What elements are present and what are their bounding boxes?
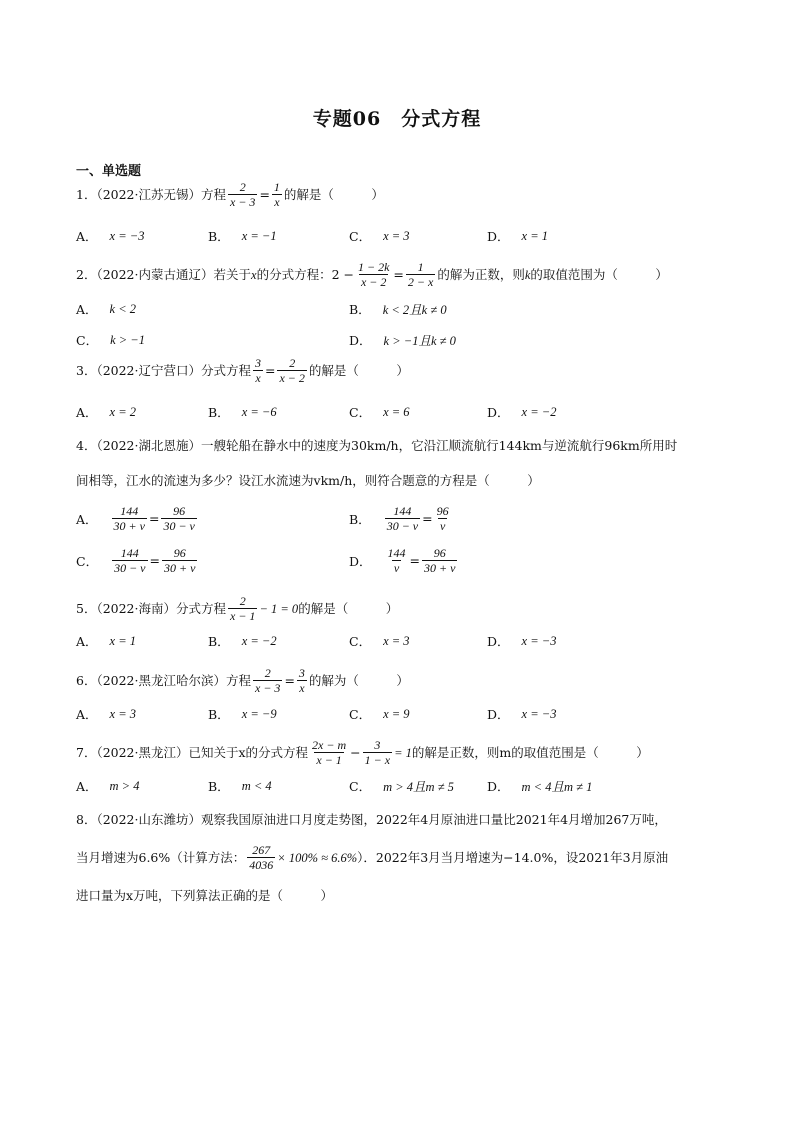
q5-option-a[interactable]: A． x = 1	[76, 633, 137, 649]
q7-option-d[interactable]: D． m < 4且m ≠ 1	[487, 779, 593, 794]
question-5	[76, 594, 398, 623]
fraction: $\frac{267}{4036}$	[249, 843, 274, 872]
q1-option-a[interactable]: A． x = −3	[76, 228, 145, 244]
fraction: $\frac{2}{x - 3}$	[230, 180, 256, 209]
q6-option-a[interactable]: A． x = 3	[76, 706, 137, 722]
question-7	[76, 738, 649, 767]
equals-sign: =	[284, 672, 295, 688]
question-7-suffix: 的解是正数，则m的取值范围是（ ）	[411, 744, 649, 760]
question-3	[76, 356, 409, 385]
question-8-line-2-prefix: 当月增速为6.6%（计算方法：	[76, 849, 246, 865]
q2-option-d[interactable]: D． k > −1且k ≠ 0	[349, 333, 456, 348]
question-8-line-1: 8．（2022·山东潍坊）观察我国原油进口月度走势图，2022年4月原油进口量比2021年4月增加267万吨，	[76, 812, 667, 827]
equals-sign: =	[393, 266, 404, 282]
variable-x: x	[251, 267, 257, 282]
q2-option-a[interactable]: A． k < 2	[76, 301, 137, 317]
question-7-tail: = 1	[394, 745, 412, 760]
equals-sign: =	[259, 186, 270, 202]
question-8-line-2-suffix: ）．2022年3月当月增速为−14.0%，设2021年3月原油	[357, 849, 669, 865]
section-heading: 一、单选题	[76, 164, 142, 179]
question-6-prefix: 6．（2022·黑龙江哈尔滨）方程	[76, 672, 251, 688]
q2-option-b[interactable]: B． k < 2且k ≠ 0	[349, 302, 447, 317]
q6-option-b[interactable]: B． x = −9	[208, 706, 277, 722]
q4-option-c[interactable]: C． $\frac{144}{30 - v}$ = $\frac{96}{30 + v}$	[76, 546, 196, 575]
q4-option-b[interactable]: B． $\frac{144}{30 - v}$ = $\frac{96}{v}$	[349, 504, 449, 533]
q1-option-c[interactable]: C． x = 3	[349, 228, 410, 244]
fraction: $\frac{2}{x - 2}$	[279, 356, 305, 385]
q7-option-c[interactable]: C． m > 4且m ≠ 5	[349, 779, 454, 794]
question-5-prefix: 5．（2022·海南）分式方程	[76, 600, 226, 616]
question-4-line-2: 间相等，江水的流速为多少？设江水流速为vkm/h，则符合题意的方程是（ ）	[76, 473, 540, 488]
q2-option-c[interactable]: C． k > −1	[76, 332, 145, 348]
q6-option-d[interactable]: D． x = −3	[487, 706, 557, 722]
q3-option-d[interactable]: D． x = −2	[487, 404, 557, 420]
fraction: $\frac{3}{x}$	[255, 356, 261, 385]
fraction: $\frac{1}{x}$	[273, 180, 280, 209]
question-6	[76, 666, 409, 695]
question-2-suffix2: 的取值范围为（ ）	[530, 266, 668, 282]
fraction: $\frac{3}{1 - x}$	[364, 738, 391, 767]
question-4-line-1: 4．（2022·湖北恩施）一艘轮船在静水中的速度为30km/h，它沿江顺流航行144km与逆流航行96km所用时	[76, 438, 678, 453]
question-2-suffix: 的解为正数，则	[437, 266, 525, 282]
question-2	[76, 260, 668, 289]
question-5-suffix: 的解是（ ）	[298, 600, 399, 616]
question-7-prefix: 7．（2022·黑龙江）已知关于x的分式方程	[76, 744, 309, 760]
q6-option-c[interactable]: C． x = 9	[349, 706, 410, 722]
variable-k: k	[524, 267, 531, 282]
question-8-line-2-mid: × 100% ≈ 6.6%	[277, 850, 358, 865]
question-5-tail: − 1 = 0	[259, 601, 299, 616]
question-8-line-2	[76, 843, 668, 872]
q4-option-d[interactable]: D． $\frac{144}{v}$ = $\frac{96}{30 + v}$	[349, 546, 456, 575]
fraction: $\frac{1 - 2k}{x - 2}$	[357, 260, 390, 289]
question-2-mid: 的分式方程：2 −	[256, 266, 354, 282]
fraction: $\frac{2}{x - 1}$	[230, 594, 256, 623]
question-8-line-3: 进口量为x万吨，下列算法正确的是（ ）	[76, 888, 334, 903]
q1-option-d[interactable]: D． x = 1	[487, 228, 549, 244]
q5-option-c[interactable]: C． x = 3	[349, 633, 410, 649]
question-2-prefix: 2．（2022·内蒙古通辽）若关于	[76, 266, 251, 282]
q5-option-d[interactable]: D． x = −3	[487, 633, 557, 649]
q3-option-c[interactable]: C． x = 6	[349, 404, 410, 420]
minus-sign: −	[350, 744, 361, 760]
question-1	[76, 180, 384, 209]
fraction: $\frac{2}{x - 3}$	[255, 666, 281, 695]
question-1-suffix: 的解是（ ）	[283, 186, 384, 202]
q5-option-b[interactable]: B． x = −2	[208, 633, 277, 649]
q3-option-b[interactable]: B． x = −6	[208, 404, 277, 420]
q7-option-a[interactable]: A． m > 4	[76, 778, 140, 794]
fraction: $\frac{3}{x}$	[298, 666, 305, 695]
equals-sign: =	[265, 362, 276, 378]
question-3-prefix: 3．（2022·辽宁营口）分式方程	[76, 362, 251, 378]
q7-option-b[interactable]: B． m < 4	[208, 778, 272, 794]
fraction: $\frac{1}{2 - x}$	[407, 260, 434, 289]
page-title: 专题06 分式方程	[312, 108, 482, 130]
q4-option-a[interactable]: A． $\frac{144}{30 + v}$ = $\frac{96}{30 - v}$	[76, 504, 195, 533]
question-3-suffix: 的解是（ ）	[308, 362, 409, 378]
question-6-suffix: 的解为（ ）	[308, 672, 409, 688]
q3-option-a[interactable]: A． x = 2	[76, 404, 137, 420]
fraction: $\frac{2x - m}{x - 1}$	[312, 738, 347, 767]
question-1-prefix: 1．（2022·江苏无锡）方程	[76, 186, 226, 202]
q1-option-b[interactable]: B． x = −1	[208, 228, 277, 244]
